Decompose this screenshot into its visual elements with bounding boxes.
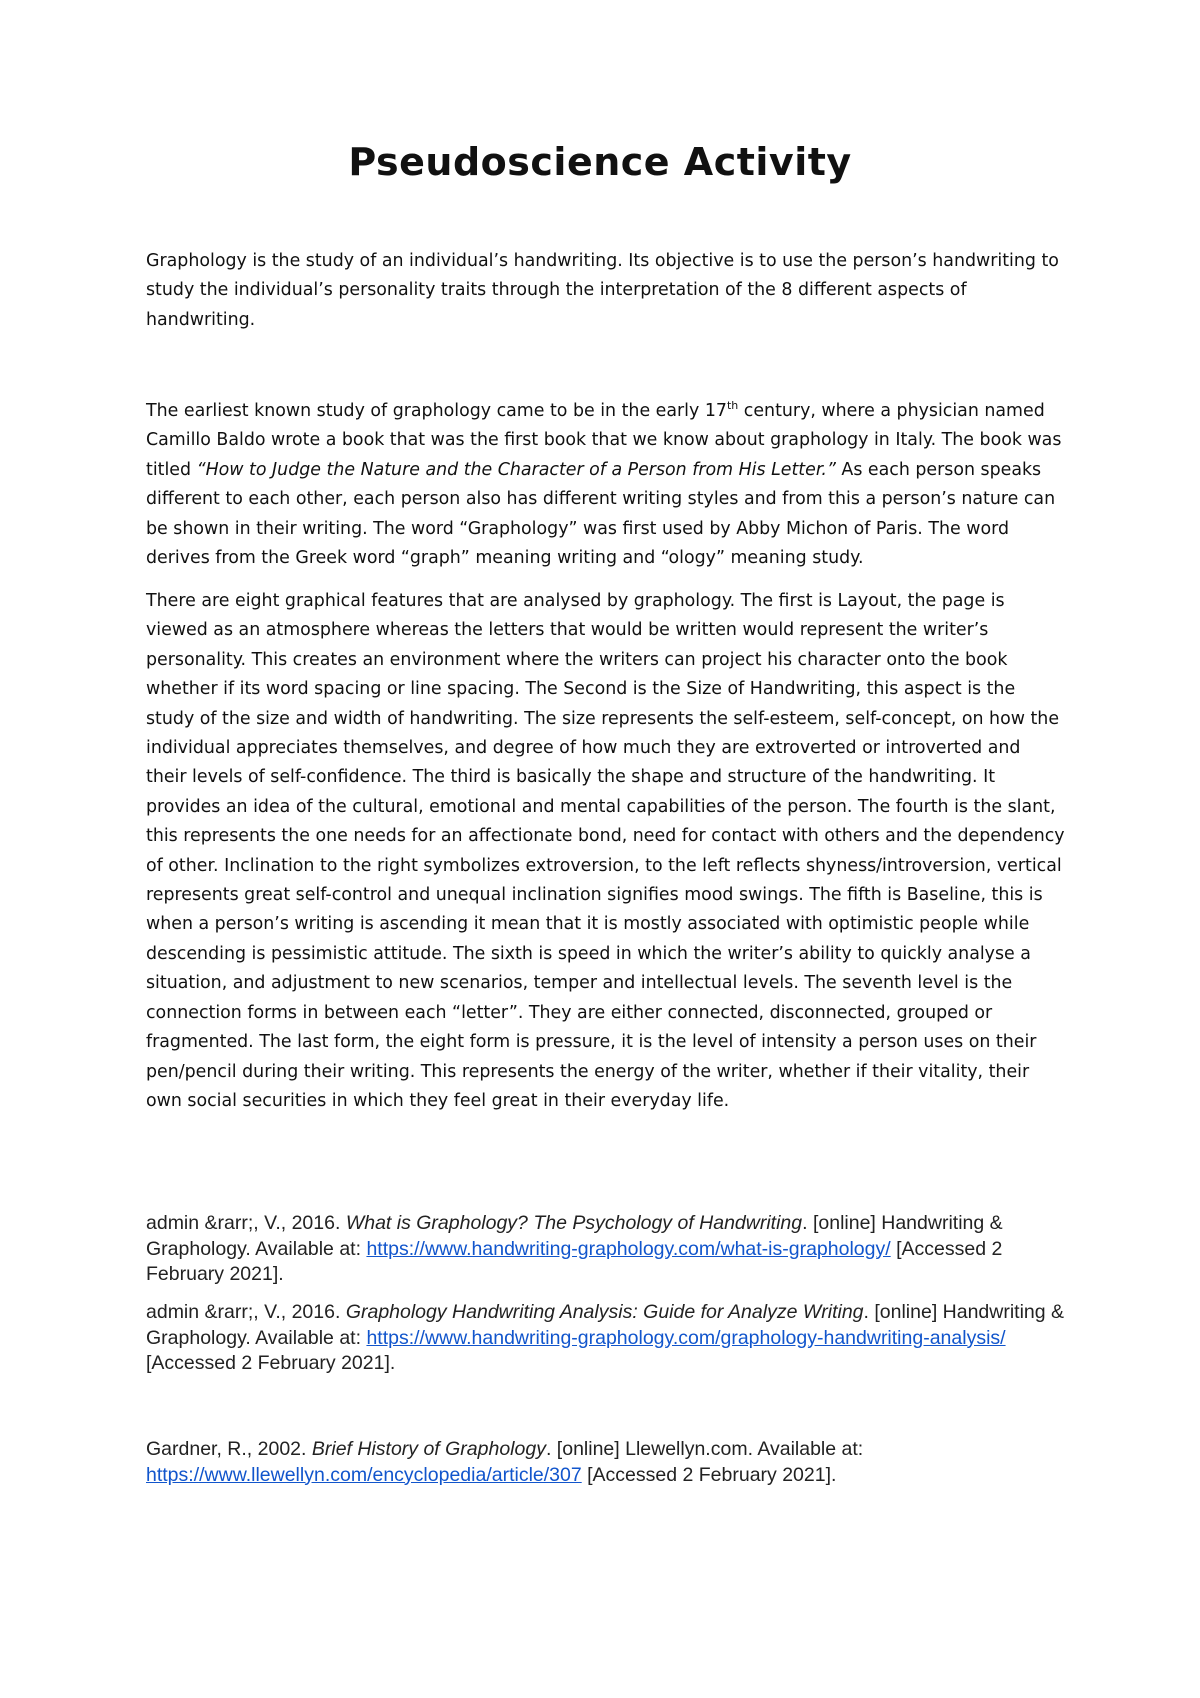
reference-accessed: [Accessed 2 February 2021]. [146,1237,1003,1285]
reference-source: . [online] Handwriting & Graphology. Available at: [146,1212,1003,1260]
reference-link[interactable]: https://www.handwriting-graphology.com/what-is-graphology/ [366,1237,891,1260]
history-text-middle: century, where a physician named Camillo Baldo wrote a book that was the first book that we know about graphology in Italy. The book was titled [146,401,1062,480]
reference-source: . [online] Llewellyn.com. Available at: [545,1438,864,1460]
reference-author: admin &rarr;, V., 2016. [146,1212,346,1234]
paragraph-intro: Graphology is the study of an individual’s handwriting. Its objective is to use the person’s handwriting to study the individual’s personality traits through the interpretation of the 8 different aspects of handwriting. [146,251,1059,330]
reference-author: admin &rarr;, V., 2016. [146,1301,346,1323]
reference-accessed: [Accessed 2 February 2021]. [146,1352,396,1374]
reference-title: Graphology Handwriting Analysis: Guide for Analyze Writing [345,1301,864,1323]
reference-title: What is Graphology? The Psychology of Handwriting [345,1212,803,1234]
reference-link[interactable]: https://www.handwriting-graphology.com/graphology-handwriting-analysis/ [366,1326,1006,1349]
ordinal-superscript: th [726,399,739,413]
reference-accessed: [Accessed 2 February 2021]. [581,1463,837,1486]
book-title: “How to Judge the Nature and the Character of a Person from His Letter.” [196,459,836,480]
reference-title: Brief History of Graphology [311,1438,546,1460]
history-text-end: As each person speaks different to each other, each person also has different writing styles and from this a person’s nature can be shown in their writing. The word “Graphology” was first used by Abby Michon of Paris. The word derives from the Greek word “graph” meaning writing and “ology” meaning study. [146,459,1056,569]
history-text-start: The earliest known study of graphology came to be in the early 17 [146,401,727,421]
reference-entry [146,1211,1066,1288]
paragraph-features: There are eight graphical features that are analysed by graphology. The first is Layout, the page is viewed as an atmosphere whereas the letters that would be written would represent the writer’s personality. This creates an environment where the writers can project his character onto the book whether if its word spacing or line spacing. The Second is the Size of Handwriting, this aspect is the study of the size and width of handwriting. The size represents the self-esteem, self-concept, on how the individual appreciates themselves, and degree of how much they are extroverted or introverted and their levels of self-confidence. The third is basically the shape and structure of the handwriting. It provides an idea of the cultural, emotional and mental capabilities of the person. The fourth is the slant, this represents the one needs for an affectionate bond, need for contact with others and the dependency of other. Inclination to the right symbolizes extroversion, to the left reflects shyness/introversion, vertical represents great self-control and unequal inclination signifies mood swings. The fifth is Baseline, this is when a person’s writing is ascending it mean that it is mostly associated with optimistic people while descending is pessimistic attitude. The sixth is speed in which the writer’s ability to quickly analyse a situation, and adjustment to new scenarios, temper and intellectual levels. The seventh level is the connection forms in between each “letter”. They are either connected, disconnected, grouped or fragmented. The last form, the eight form is pressure, it is the level of intensity a person uses on their pen/pencil during their writing. This represents the energy of the writer, whether if their vitality, their own social securities in which they feel great in their everyday life. [146,591,1065,1111]
document-title: Pseudoscience Activity [348,140,852,184]
reference-entry [146,1437,1066,1488]
reference-entry [146,1300,1066,1377]
reference-source: . [online] Handwriting & Graphology. Available at: [146,1301,1065,1349]
paragraph-history [146,397,1066,573]
reference-link[interactable]: https://www.llewellyn.com/encyclopedia/article/307 [146,1463,582,1486]
reference-author: Gardner, R., 2002. [146,1438,312,1460]
